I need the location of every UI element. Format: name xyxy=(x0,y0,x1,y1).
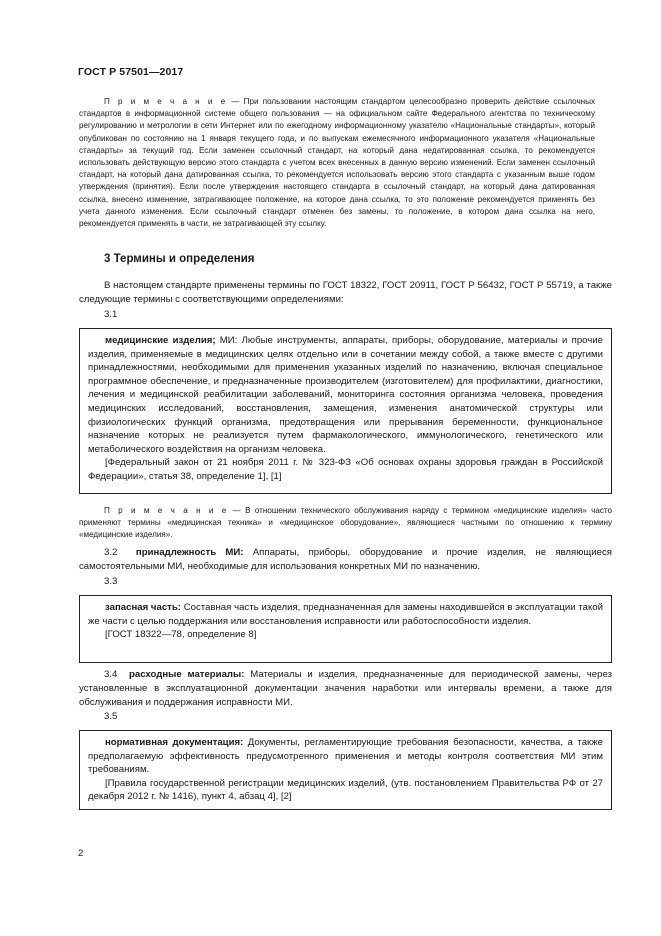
term-definition xyxy=(88,334,603,456)
term-name: нормативная документация: xyxy=(105,737,244,748)
note-block xyxy=(79,96,595,230)
term-source: [ГОСТ 18322—78, определение 8] xyxy=(105,629,257,641)
term-box-3-5 xyxy=(79,730,612,810)
section-heading: 3 Термины и определения xyxy=(104,253,255,265)
section-intro: В настоящем стандарте применены термины по ГОСТ 18322, ГОСТ 20911, ГОСТ Р 56432, ГОСТ Р 55719, а также следующие термины с соответствующими определениями: xyxy=(79,280,612,305)
term-number-3-3: 3.3 xyxy=(104,576,118,587)
term-source: [Правила государственной регистрации медицинских изделий, (утв. постановлением Правительства РФ от 27 декабря 2012 г. № 1416), пункт 4, абзац 4], [2] xyxy=(88,777,603,803)
note-text: — В отношении технического обслуживания наряду с термином «медицинские изделия» часто применяют термины «медицинская техника» и «медицинское оборудование», являющиеся частными по отношению к термину «медицинские изделия». xyxy=(79,506,613,540)
term-number-3-5: 3.5 xyxy=(104,711,118,722)
term-3-4 xyxy=(79,668,612,709)
term-number: 3.2 xyxy=(104,547,118,558)
term-box-3-1 xyxy=(79,328,612,494)
term-text: МИ: Любые инструменты, аппараты, приборы, оборудование, материалы и прочие изделия, применяемые в медицинских целях отдельно или в сочетании между собой, а также вместе с другими принадлежностями, необходимыми для применения указанных изделий по назначению, включая специальное программное обеспечение, и предназначенные производителем (изготовителем) для профилактики, диагностики, лечения и медицинской реабилитации заболеваний, мониторинга состояния организма человека, проведения медицинских исследований, восстановления, замещения, изменения анатомической структуры или физиологических функций организма, предотвращения или прерывания беременности, функциональное назначение которых не реализуется путем фармакологического, иммунологического, генетического или метаболического воздействия на организм человека. xyxy=(88,335,603,455)
term-definition xyxy=(88,601,603,628)
term-note xyxy=(79,505,612,542)
page-number: 2 xyxy=(78,848,84,859)
term-number: 3.4 xyxy=(104,669,118,680)
term-text: Документы, регламентирующие требования безопасности, качества, а также предполагаемую эффективность предусмотренного применения и методы контроля соответствия МИ этим требованиям. xyxy=(88,737,603,776)
term-name: медицинские изделия; xyxy=(105,335,216,346)
term-3-2 xyxy=(79,546,612,574)
term-source: [Федеральный закон от 21 ноября 2011 г. № 323-ФЗ «Об основах охраны здоровья граждан в Российской Федерации», статья 38, определение 1], [1] xyxy=(88,457,603,482)
term-text: Аппараты, приборы, оборудование и прочие изделия, не являющиеся самостоятельными МИ, необходимые для использования конкретных МИ по назначению. xyxy=(79,547,612,572)
term-box-3-3 xyxy=(79,595,612,663)
note-label: П р и м е ч а н и е xyxy=(104,97,228,106)
document-code: ГОСТ Р 57501—2017 xyxy=(78,66,184,78)
term-text: Материалы и изделия, предназначенные для периодической замены, через установленные в эксплуатационной документации значения наработки или интервалы времени, а также для обслуживания и поддержания исправности МИ. xyxy=(79,669,612,708)
term-definition xyxy=(88,736,603,777)
term-number-3-1: 3.1 xyxy=(104,309,118,320)
note-label: П р и м е ч а н и е xyxy=(104,506,229,515)
term-name: запасная часть: xyxy=(105,602,181,613)
term-name: принадлежность МИ: xyxy=(135,547,244,558)
term-text: Составная часть изделия, предназначенная для замены находившейся в эксплуатации такой же части с целью поддержания или восстановления исправности или работоспособности изделия. xyxy=(88,602,603,627)
note-text: — При пользовании настоящим стандартом целесообразно проверить действие ссылочных стандартов в информационной системе общего пользования — на официальном сайте Федерального агентства по техническому регулированию и метрологии в сети Интернет или по ежегодному информационному указателю «Национальные стандарты», который опубликован по состоянию на 1 января текущего года, и по выпускам ежемесячного информационного указателя «Национальные стандарты» за текущий год. Если заменен ссылочный стандарт, на который дана недатированная ссылка, то рекомендуется использовать действующую версию этого стандарта с учетом всех внесенных в данную версию изменений. Если заменен ссылочный стандарт, на который дана датированная ссылка, то рекомендуется использовать версию этого стандарта с указанным выше годом утверждения (принятия). Если после утверждения настоящего стандарта в ссылочный стандарт, на который дана датированная ссылка, внесено изменение, затрагивающее положение, на которое дана ссылка, то это положение рекомендуется применять без учета данного изменения. Если ссылочный стандарт отменен без замены, то положение, в котором дана ссылка на него, рекомендуется применять в части, не затрагивающей эту ссылку. xyxy=(79,97,596,229)
term-name: расходные материалы: xyxy=(129,669,245,680)
